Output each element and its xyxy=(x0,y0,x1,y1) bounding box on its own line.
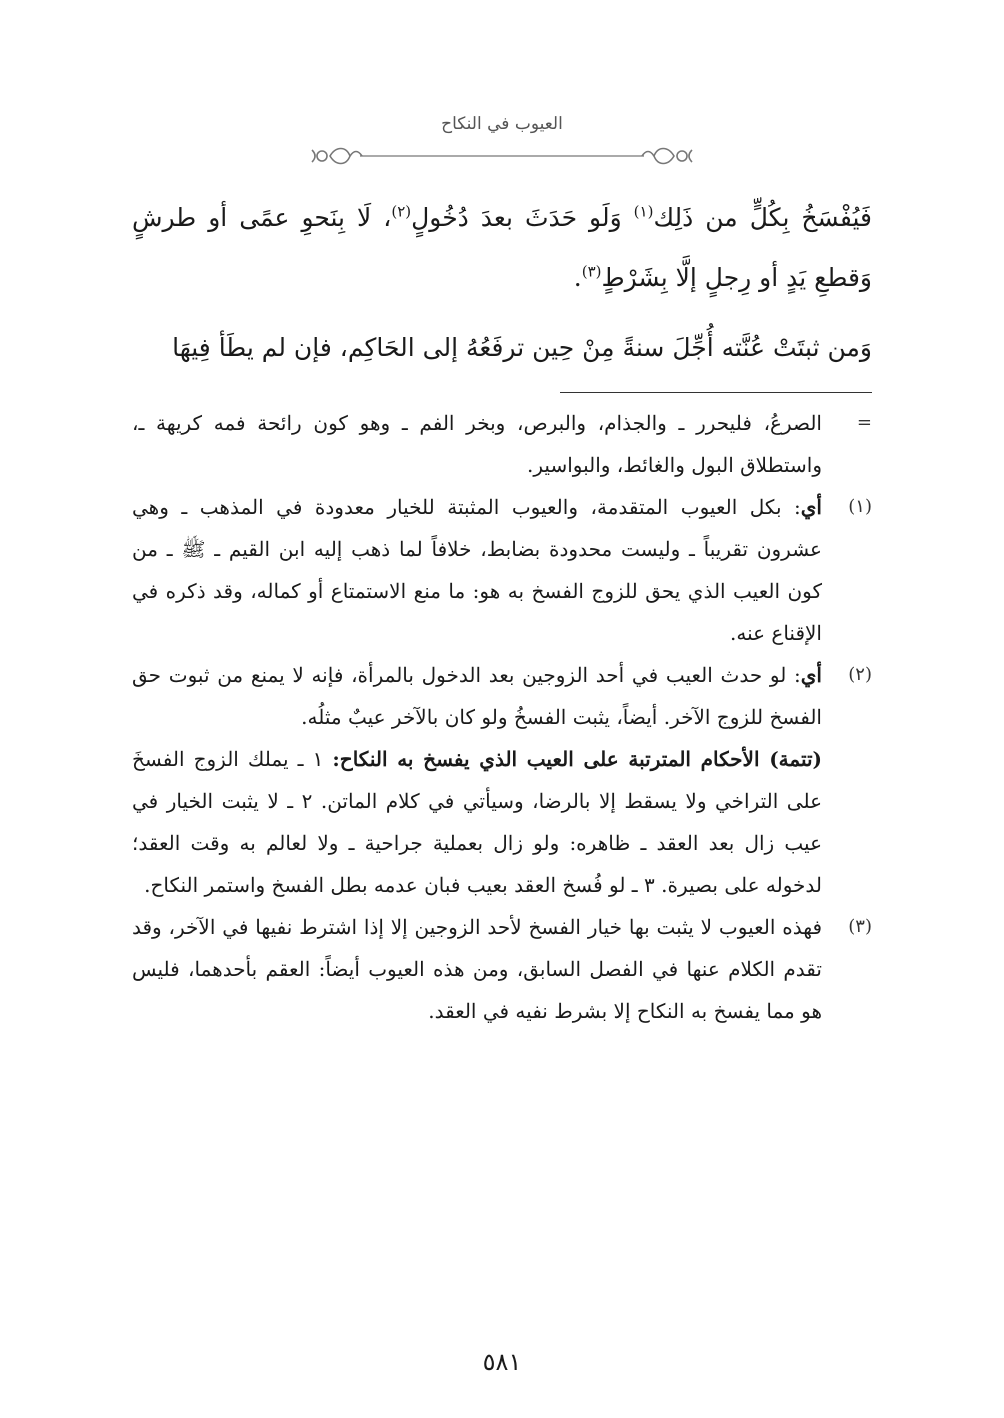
footnote-continuation xyxy=(132,402,872,486)
footnote-ref-3[interactable]: (٣) xyxy=(581,262,602,281)
footnote-number: (١) xyxy=(848,496,872,517)
continuation-marker: = xyxy=(856,412,872,433)
main-paragraph-2: وَمن ثبتَتْ عُنَّته أُجِّلَ سنةً مِنْ حِين ترفَعُهُ إلى الحَاكِم، فإن لم يطَأ فِيهَا xyxy=(172,333,872,362)
main-paragraph-1 xyxy=(132,188,872,308)
footnote-paragraph xyxy=(132,654,822,738)
footnote-1 xyxy=(132,486,872,654)
header-title: العيوب في النكاح xyxy=(441,114,563,134)
main-text-segment: . xyxy=(573,263,582,292)
footnote-text xyxy=(132,486,822,654)
main-text-segment: وَلَو حَدَثَ بعدَ دُخُولٍ xyxy=(411,203,634,232)
footnote-3 xyxy=(132,906,872,1032)
footnote-body: : لو حدث العيب في أحد الزوجين بعد الدخول بالمرأة، فإنه لا يمنع من ثبوت حق الفسخ للزوج الآخر. أيضاً، يثبت الفسخُ ولو كان بالآخر عيبٌ مثلُه. xyxy=(132,663,822,729)
page-number: ٥٨١ xyxy=(482,1348,522,1376)
footnote-ref-1[interactable]: (١) xyxy=(633,202,654,221)
footnote-text: فهذه العيوب لا يثبت بها خيار الفسخ لأحد الزوجين إلا إذا اشترط نفيها في الآخر، وقد تقدم الكلام عنها في الفصل السابق، ومن هذه العيوب أيضاً: العقم بأحدهما، فليس هو مما يفسخ به النكاح إلا بشرط نفيه في العقد. xyxy=(132,915,822,1023)
footnote-2 xyxy=(132,654,872,906)
header-ornament-icon xyxy=(300,142,704,170)
footnote-separator xyxy=(560,392,872,393)
footnotes xyxy=(132,402,872,1032)
main-text-segment: فَيُفْسَخُ بِكُلٍّ من ذَلِك xyxy=(653,203,872,232)
footnote-sub-lead: (تتمة) الأحكام المترتبة على العيب الذي يفسخ به النكاح: xyxy=(332,747,823,771)
footnote-lead: أي xyxy=(800,663,822,687)
footnote-text: الصرعُ، فليحرر ـ والجذام، والبرص، وبخر الفم ـ وهو كون رائحة فمه كريهة ـ، واستطلاق البول والغائط، والبواسير. xyxy=(132,411,822,477)
footnote-lead: أي xyxy=(800,495,822,519)
main-text-segment: ، لَا بِنَحوِ عمًى أو طرشٍ وَقطعِ يَدٍ أو رِجلٍ إلَّا بِشَرْطٍ xyxy=(132,203,872,292)
main-text xyxy=(132,188,872,378)
footnote-number: (٣) xyxy=(848,916,872,937)
footnote-number: (٢) xyxy=(848,664,872,685)
footnote-paragraph xyxy=(132,738,822,906)
footnote-text xyxy=(132,654,822,906)
running-header xyxy=(300,108,704,168)
footnote-ref-2[interactable]: (٢) xyxy=(391,202,412,221)
footnote-body: : بكل العيوب المتقدمة، والعيوب المثبتة للخيار معدودة في المذهب ـ وهي عشرون تقريباً ـ وليست محدودة بضابط، خلافاً لما ذهب إليه ابن القيم ـ ﷺ ـ من كون العيب الذي يحق للزوج الفسخ به هو: ما منع الاستمتاع أو كماله، وقد ذكره في الإقناع عنه. xyxy=(132,495,822,645)
footnote-body: ١ ـ يملك الزوج الفسخَ على التراخي ولا يسقط إلا بالرضا، وسيأتي في كلام الماتن. ٢ ـ لا يثبت الخيار في عيب زال بعد العقد ـ ظاهره: ولو زال بعملية جراحية ـ ولا لعالم به وقت العقد؛ لدخوله على بصيرة. ٣ ـ لو فُسخ العقد بعيب فبان عدمه بطل الفسخ واستمر النكاح. xyxy=(132,747,823,897)
